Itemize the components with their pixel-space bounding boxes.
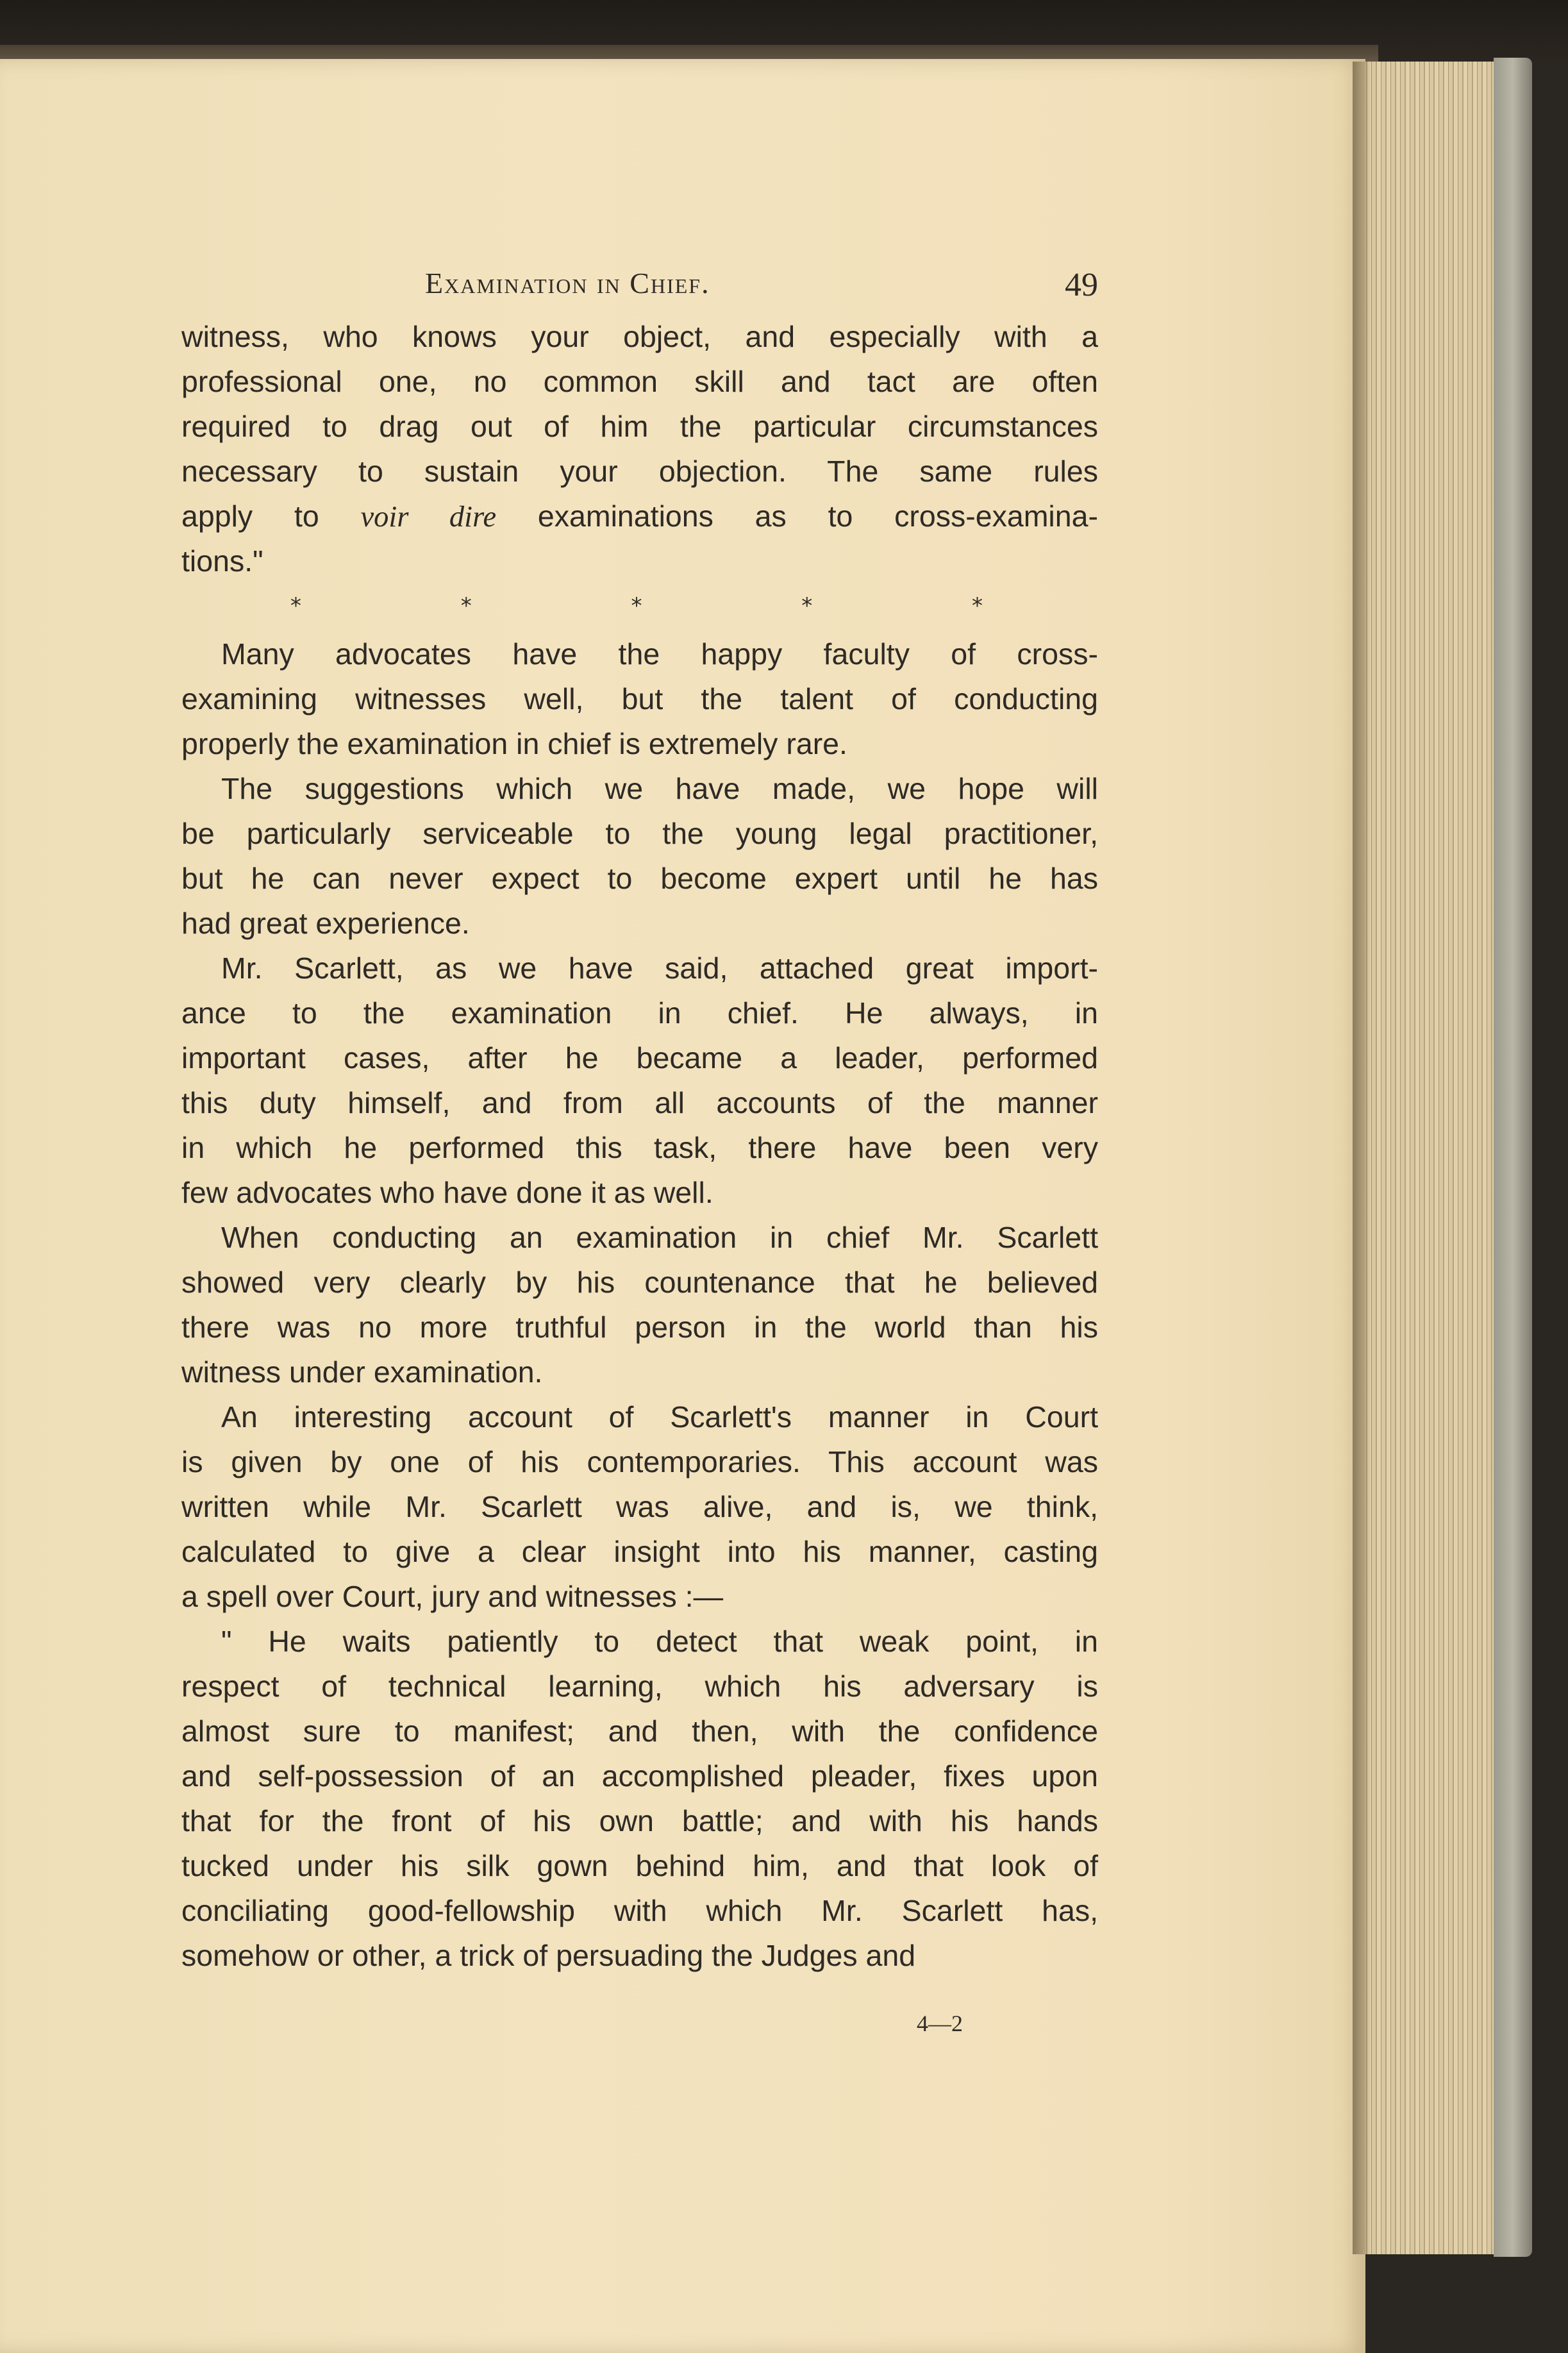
body-text [181,314,1098,1978]
paragraph [181,1394,1098,1619]
italic-phrase: voir dire [360,501,497,533]
text-line: An interesting account of Scarlett's manner in Court [221,1400,1098,1434]
text-line: conciliating good-fellowship with which Mr. Scarlett has, [181,1894,1098,1927]
text-line: had great experience. [181,907,470,940]
back-cover-edge [1494,58,1532,2257]
star-mark: * [972,593,983,619]
page-fore-edge [1353,62,1513,2254]
gutter-shadow [1353,62,1372,2254]
text-line: showed very clearly by his countenance that he believed [181,1266,1098,1299]
paragraph [181,766,1098,946]
paragraph [181,1619,1098,1978]
text-line: written while Mr. Scarlett was alive, and is, we think, [181,1490,1098,1523]
star-mark: * [460,593,472,619]
signature-mark: 4—2 [917,2011,963,2036]
text-line: respect of technical learning, which his adversary is [181,1670,1098,1703]
text-line: necessary to sustain your objection. The same rules [181,455,1098,488]
text-line: but he can never expect to become expert until he has [181,862,1098,895]
star-mark: * [631,593,642,619]
text-line: important cases, after he became a leader, performed [181,1041,1098,1075]
text-line: properly the examination in chief is extremely rare. [181,727,847,760]
text-line: is given by one of his contemporaries. This account was [181,1445,1098,1478]
text-line: somehow or other, a trick of persuading the Judges and [181,1939,916,1972]
page-number: 49 [1065,267,1098,303]
text-line: tions." [181,544,263,578]
text-line: witness under examination. [181,1355,543,1389]
text-line: Many advocates have the happy faculty of cross- [221,637,1098,671]
text-line: be particularly serviceable to the young legal practitioner, [181,817,1098,850]
text-line: few advocates who have done it as well. [181,1176,713,1209]
paragraph [181,314,1098,583]
paragraph [181,946,1098,1215]
text-line: " He waits patiently to detect that weak point, in [221,1625,1098,1658]
text-line: calculated to give a clear insight into his manner, casting [181,1535,1098,1568]
text-line: witness, who knows your object, and especially with a [181,320,1098,353]
text-line: examining witnesses well, but the talent of conducting [181,682,1098,716]
text-line: that for the front of his own battle; and with his hands [181,1804,1098,1838]
star-mark: * [290,593,301,619]
text-line: and self-possession of an accomplished pleader, fixes upon [181,1759,1098,1793]
page-text [181,263,1098,1978]
text-line: a spell over Court, jury and witnesses :— [181,1580,724,1613]
text-line: apply to voir dire examinations as to cross-examina- [181,499,1098,533]
text-line: required to drag out of him the particular circumstances [181,410,1098,443]
text-line: tucked under his silk gown behind him, and that look of [181,1849,1098,1882]
text-line: The suggestions which we have made, we hope will [221,772,1098,805]
text-line: this duty himself, and from all accounts of the manner [181,1086,1098,1119]
running-head-title: Examination in Chief. [425,267,710,299]
text-line: in which he performed this task, there have been very [181,1131,1098,1164]
text-line: professional one, no common skill and tact are often [181,365,1098,398]
text-line: almost sure to manifest; and then, with the confidence [181,1714,1098,1748]
text-line: there was no more truthful person in the world than his [181,1310,1098,1344]
section-break-stars [290,583,983,628]
star-mark: * [801,593,813,619]
text-line: ance to the examination in chief. He always, in [181,996,1098,1030]
paragraph [181,632,1098,766]
text-line: Mr. Scarlett, as we have said, attached great import- [221,951,1098,985]
paragraph [181,1215,1098,1394]
running-head [181,263,1098,314]
text-line: When conducting an examination in chief Mr. Scarlett [221,1221,1098,1254]
